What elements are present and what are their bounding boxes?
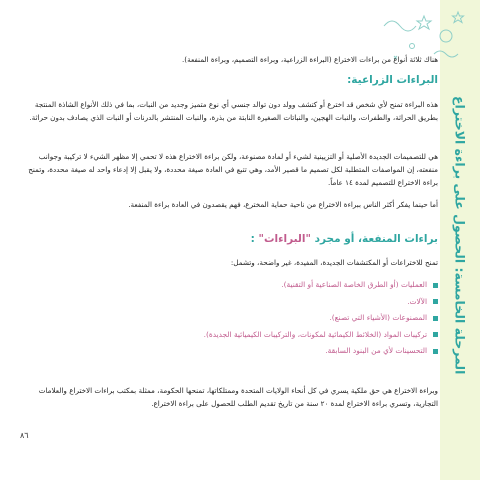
utility-heading-end: :: [250, 233, 255, 245]
plant-paragraph-1: هذه البراءة تمنح لأي شخص قد اخترع أو كتشف وولد دون توالد جنسي أي نوع متميز وجديد من النبات، بما في ذلك الأنواع الشاذة المنتجة بطريق الحراثة، والطفرات، والنبات الهجين، والنباتات الصغيرة النابتة من بذرة، والنبات المنتشر بالدرنات أو النبات الذي يصادف بدون حراثة.: [29, 100, 438, 122]
intro-text: هناك ثلاثة أنواع من براءات الاختراع (البراءة الزراعية، وبراءة التصميم، وبراءة المنفعة).: [182, 55, 438, 64]
bullet-square-icon: [433, 299, 438, 304]
closing-paragraph: وبراءة الاختراع هي حق ملكية يسري في كل أنحاء الولايات المتحدة وممتلكاتها، تمنحها الحكومة، ممثلة بمكتب براءات الاختراع والعلامات التجارية، وتسري براءة الاختراع لمدة ٢٠ سنة من تاريخ تقديم الطلب للحصول على براءة الاختراع.: [38, 386, 438, 408]
bullet-square-icon: [433, 349, 438, 354]
page-number: ٨٦: [20, 431, 29, 440]
utility-lead-text: تمنح للاختراعات أو المكتشفات الجديدة، المفيدة، غير واضحة، وتشمل:: [230, 258, 438, 267]
bullet-square-icon: [433, 332, 438, 337]
list-item: [22, 327, 438, 344]
section-heading-plant: البراءات الزراعية:: [347, 74, 438, 86]
list-item: [22, 343, 438, 360]
list-item: [22, 294, 438, 311]
list-item-text: التحسينات لأي من البنود السابقة.: [325, 346, 427, 355]
section-heading-utility: [251, 233, 438, 246]
utility-heading-accent: "البراءات": [258, 233, 311, 245]
bullet-square-icon: [433, 283, 438, 288]
utility-bullet-list: [22, 277, 438, 360]
plant-paragraph-2: هي للتصميمات الجديدة الأصلية أو التزيينية لشيء أو لمادة مصنوعة، ولكن براءة الاختراع هذه لا تحمي إلا مظهر الشيء لا تركيبة وجوانب منفعته، إن المواصفات المتطلبة لكل تصميم ما قصير الأمد، وهي تتبع في العادة صيغة محددة، ولا يقبل إلا إدعاء واحد له صيغة محددة، وتمنح براءة الاختراع للتصميم لمدة ١٤ عاماً.: [28, 152, 438, 187]
list-item-text: المصنوعات (الأشياء التي تصنع).: [329, 313, 427, 322]
utility-heading-main: براءات المنفعة، أو مجرد: [314, 233, 438, 245]
chapter-title-vertical: المرحلة الخامسة: الحصول على براءة الاختراع: [452, 95, 468, 375]
plant-paragraph-3: أما حينما يفكر أكثر الناس ببراءة الاختراع من ناحية حماية المخترع، فهم يقصدون في العادة براءة المنفعة.: [128, 200, 438, 209]
bullet-square-icon: [433, 316, 438, 321]
list-item: [22, 277, 438, 294]
list-item-text: العمليات (أو الطرق الخاصة الصناعية أو التقنية).: [281, 280, 427, 289]
list-item: [22, 310, 438, 327]
list-item-text: الآلات.: [407, 296, 427, 306]
list-item-text: تركيبات المواد (الخلائط الكيمائية لمكونات، والتركيبات الكيميائية الجديدة).: [203, 329, 427, 339]
